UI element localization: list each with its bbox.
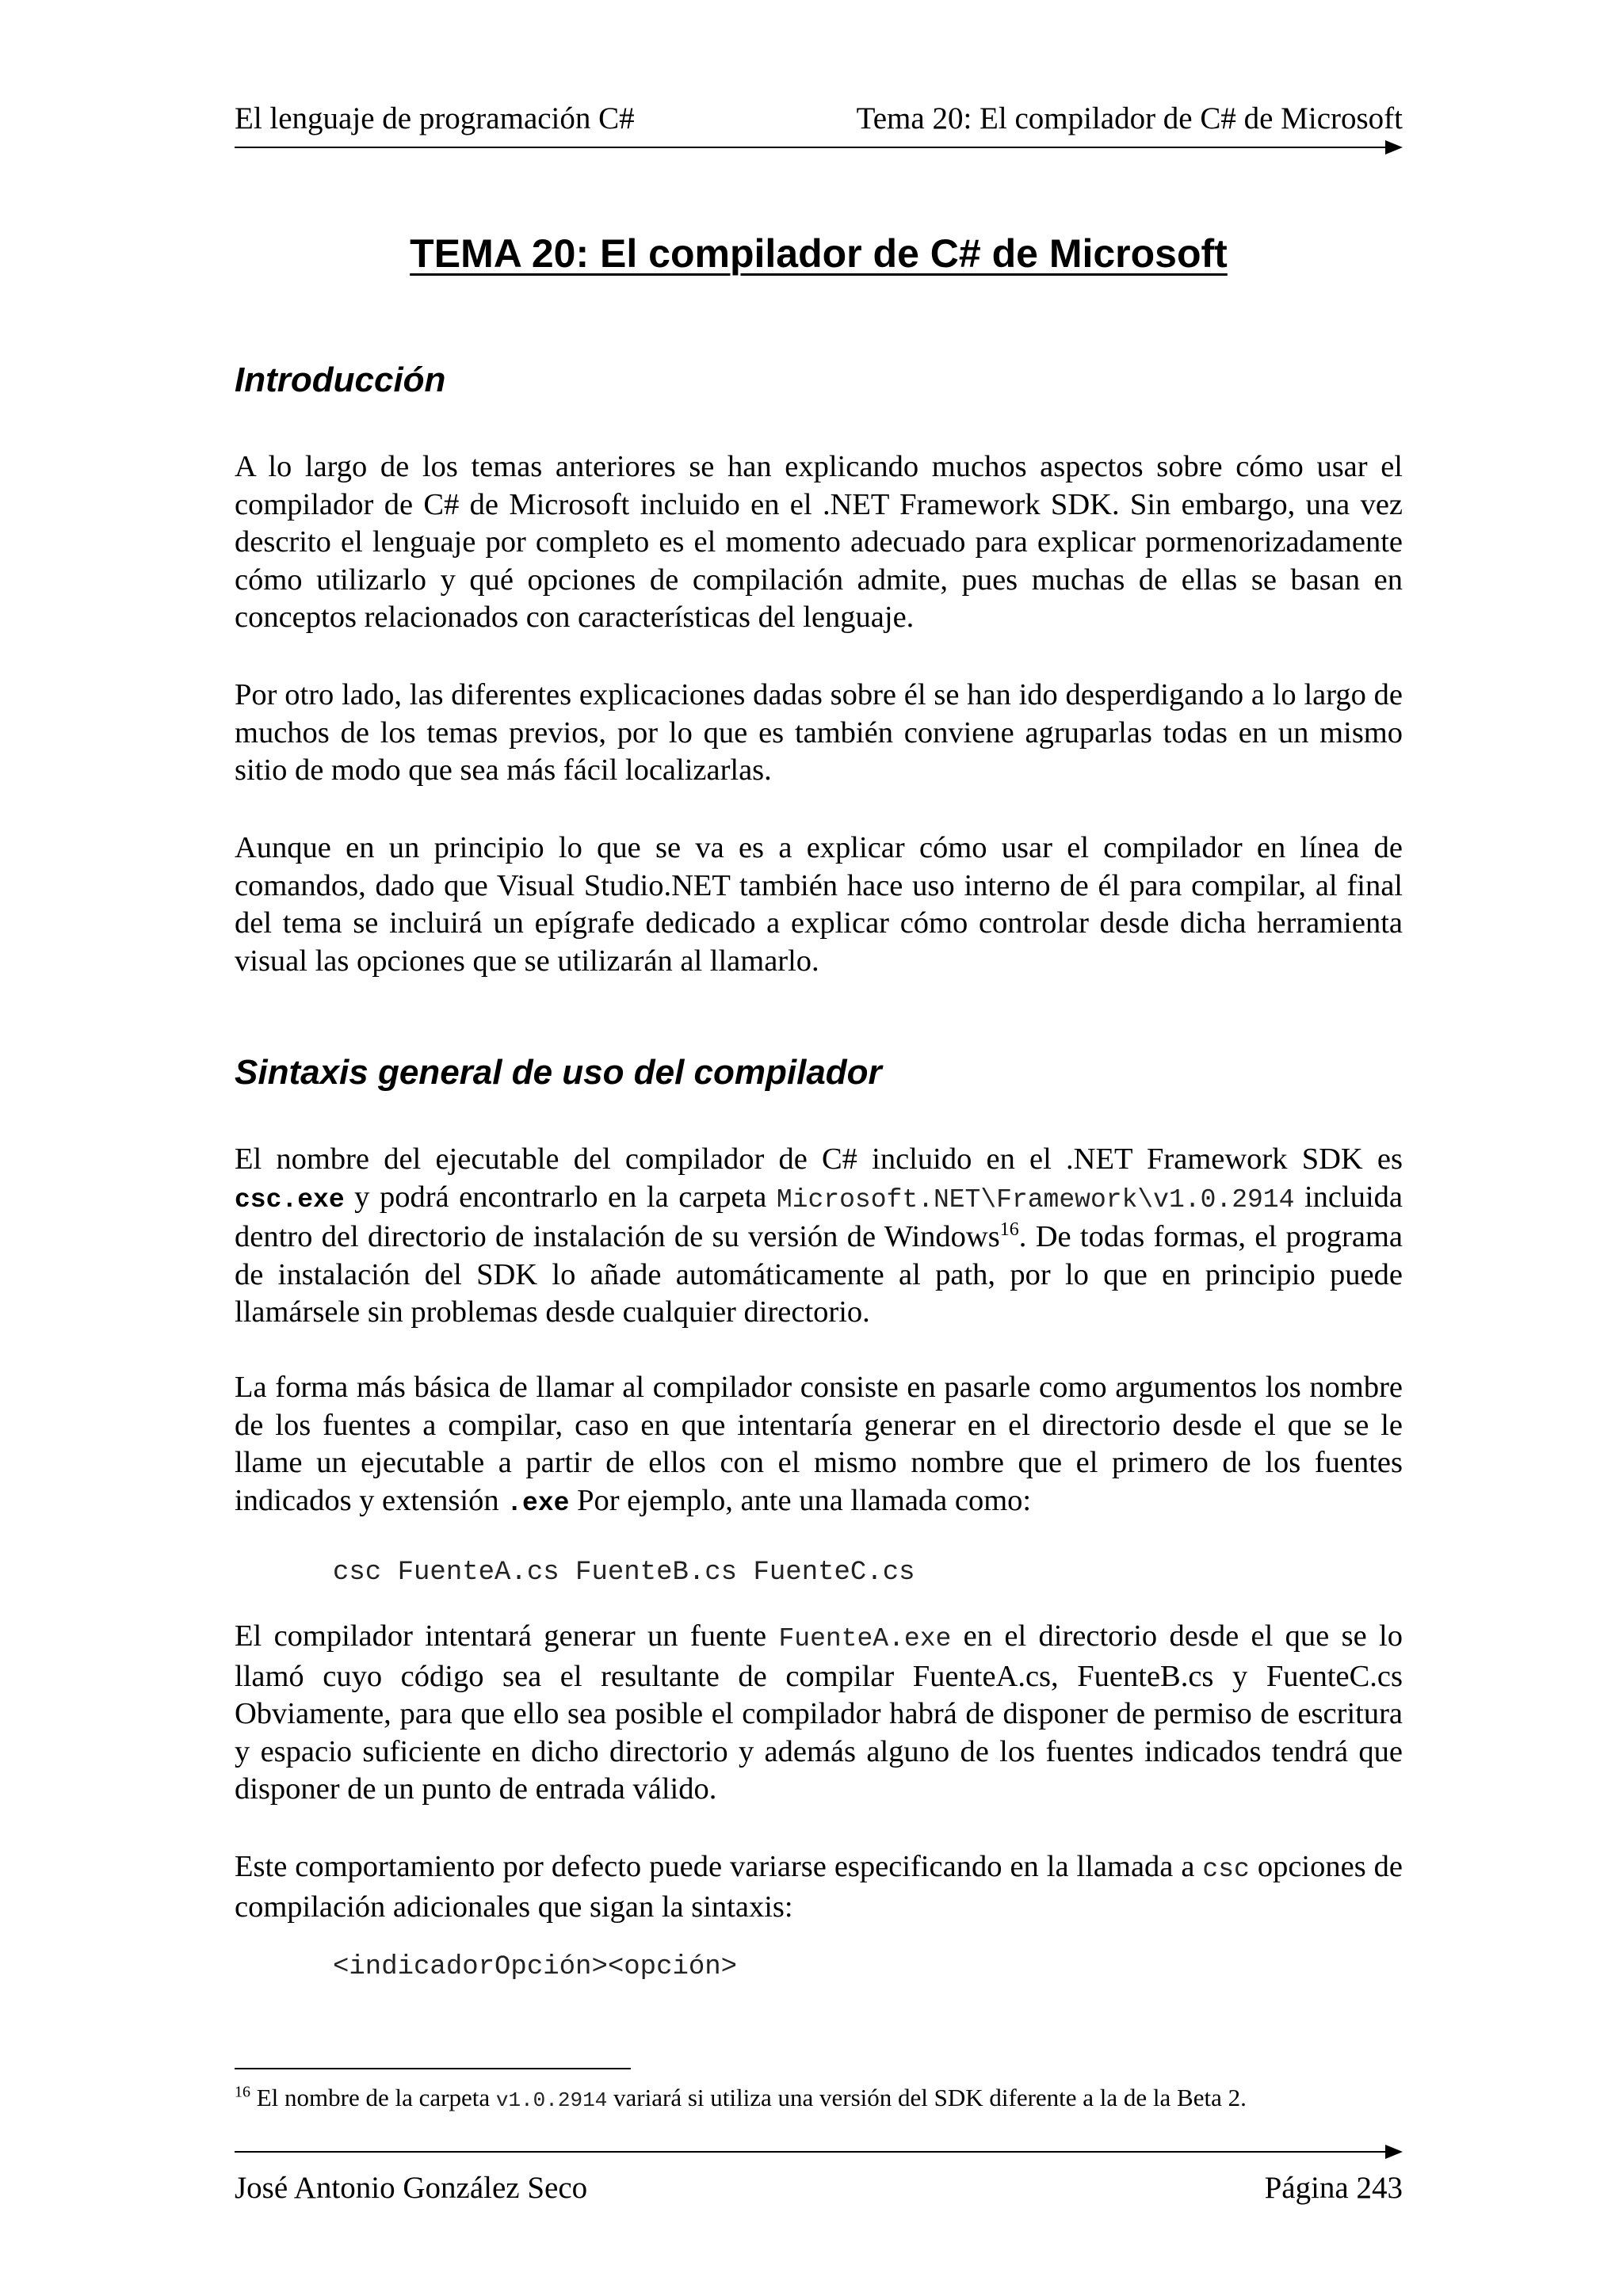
running-footer (235, 2169, 1403, 2207)
executable-name: csc.exe (235, 1184, 345, 1215)
section-heading-sintaxis: Sintaxis general de uso del compilador (235, 1053, 882, 1092)
syntax-paragraph-4: Este comportamiento por defecto puede variarse especificando en la llamada a csc opciones de compilación adicionales que sigan la sintaxis: (235, 1850, 1403, 1924)
footnote-reference: 16 (999, 1219, 1019, 1241)
exe-extension: .exe (506, 1488, 570, 1518)
code-option-syntax: <indicadorOpción><opción> (333, 1952, 738, 1982)
chapter-title: TEMA 20: El compilador de C# de Microsoft (410, 231, 1228, 276)
intro-paragraph-2: Por otro lado, las diferentes explicaciones dadas sobre él se han ido desperdigando a lo largo de muchos de los temas previos, por lo que es también conviene agruparlas todas en un mismo sitio de modo que sea más fácil localizarlas. (235, 678, 1403, 787)
syntax-paragraph-1: El nombre del ejecutable del compilador de C# incluido en el .NET Framework SDK es csc.exe y podrá encontrarlo en la carpeta Microsoft.NET\Framework\v1.0.2914 incluida dentro del directorio de instalación de su versión de Windows$^{16}$. De todas formas, el programa de instalación del SDK lo añade automáticamente al path, por lo que en principio puede llamársele sin problemas desde cualquier directorio. (235, 1142, 1403, 1329)
header-book-title: El lenguaje de programación C# (235, 101, 635, 135)
footnote-number: 16 (235, 2083, 250, 2101)
footnote-folder: v1.0.2914 (495, 2088, 608, 2112)
header-chapter-title: Tema 20: El compilador de C# de Microsoft (856, 101, 1403, 135)
section-heading-introduccion: Introducción (235, 360, 446, 399)
csc-command: csc (1202, 1855, 1250, 1884)
footnote-separator (235, 2068, 631, 2069)
intro-paragraph-1: A lo largo de los temas anteriores se han explicando muchos aspectos sobre cómo usar el compilador de C# de Microsoft incluido en el .NET Framework SDK. Sin embargo, una vez descrito el lenguaje por completo es el momento adecuado para explicar pormenorizadamente cómo utilizarlo y qué opciones de compilación admite, pues muchas de ellas se basan en conceptos relacionados con características del lenguaje. (235, 450, 1403, 634)
syntax-paragraph-3: El compilador intentará generar un fuente FuenteA.exe en el directorio desde el que se lo llamó cuyo código sea el resultante de compilar FuenteA.cs, FuenteB.cs y FuenteC.cs Obviamente, para que ello sea posible el compilador habrá de disponer de permiso de escritura y espacio suficiente en dicho directorio y además alguno de los fuentes indicados tendrá que disponer de un punto de entrada válido. (235, 1619, 1403, 1806)
footer-arrow-rule (235, 2141, 1403, 2163)
header-arrow-rule (235, 136, 1403, 158)
code-example-csc-call: csc FuenteA.cs FuenteB.cs FuenteC.cs (333, 1558, 915, 1588)
footer-page-number: Página 243 (1264, 2171, 1403, 2205)
intro-paragraph-3: Aunque en un principio lo que se va es a explicar cómo usar el compilador en línea de comandos, dado que Visual Studio.NET también hace uso interno de él para compilar, al final del tema se incluirá un epígrafe dedicado a explicar cómo controlar desde dicha herramienta visual las opciones que se utilizarán al llamarlo. (235, 831, 1403, 978)
output-file-name: FuenteA.exe (778, 1624, 952, 1653)
running-header (235, 100, 1403, 138)
footnote-16: $^{16}$ El nombre de la carpeta v1.0.2914 variará si utiliza una versión del SDK diferente a la de la Beta 2. (235, 2083, 1247, 2112)
sdk-folder-path: Microsoft.NET\Framework\v1.0.2914 (776, 1184, 1295, 1215)
footer-author: José Antonio González Seco (235, 2171, 588, 2205)
syntax-paragraph-2: La forma más básica de llamar al compilador consiste en pasarle como argumentos los nombre de los fuentes a compilar, caso en que intentaría generar en el directorio desde el que se le llame un ejecutable a partir de ellos con el mismo nombre que el primero de los fuentes indicados y extensión .exe Por ejemplo, ante una llamada como: (235, 1371, 1403, 1518)
